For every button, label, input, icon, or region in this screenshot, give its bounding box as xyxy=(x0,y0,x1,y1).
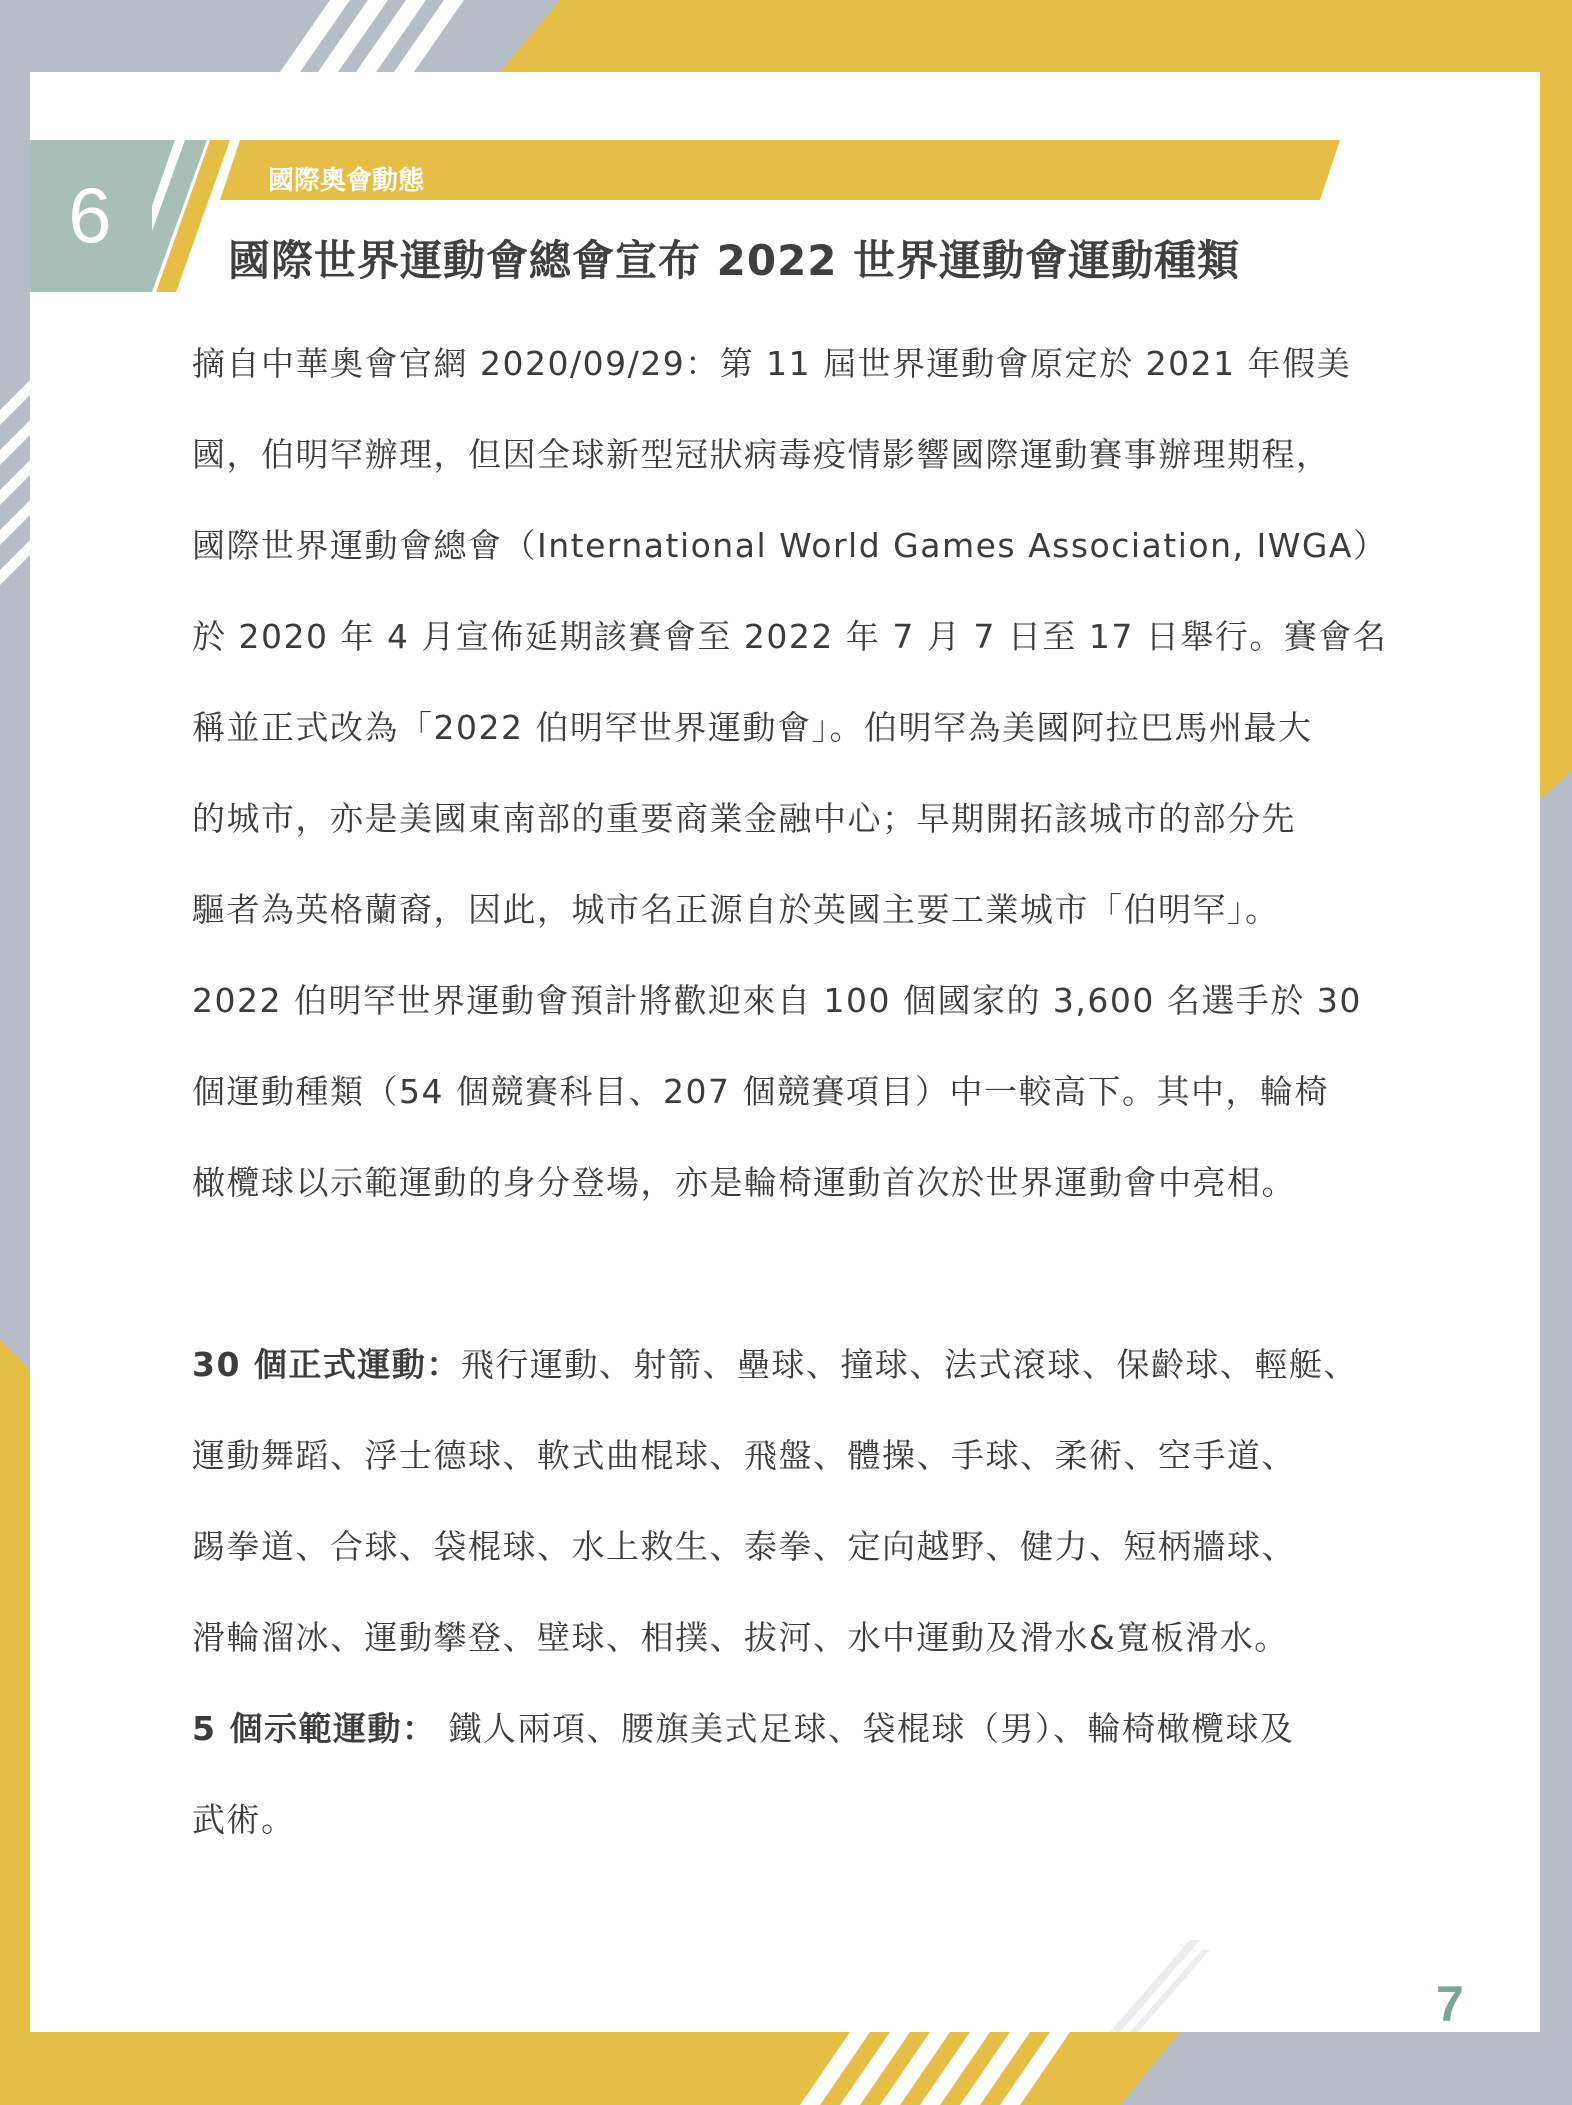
demo-sports-line xyxy=(192,1683,1434,1774)
paragraph-line: 摘自中華奧會官網 2020/09/29：第 11 屆世界運動會原定於 2021 年假美 xyxy=(192,344,1352,383)
article-body xyxy=(192,318,1434,1865)
paragraph-line: 橄欖球以示範運動的身分登場，亦是輪椅運動首次於世界運動會中亮相。 xyxy=(192,1163,1296,1202)
section-category: 國際奧會動態 xyxy=(268,166,425,196)
page-number: 7 xyxy=(1436,1976,1464,2032)
section-number: 6 xyxy=(68,171,112,259)
demo-sports-label: 5 個示範運動： xyxy=(192,1709,437,1748)
demo-sports-text: 鐵人兩項、腰旗美式足球、袋棍球（男）、輪椅橄欖球及 xyxy=(436,1709,1295,1748)
paragraph-line: 個運動種類（54 個競賽科目、207 個競賽項目）中一較高下。其中，輪椅 xyxy=(192,1072,1329,1111)
demo-sports-line: 武術。 xyxy=(192,1800,296,1839)
paragraph-line: 國，伯明罕辦理，但因全球新型冠狀病毒疫情影響國際運動賽事辦理期程， xyxy=(192,435,1331,474)
paragraph-line: 稱並正式改為「2022 伯明罕世界運動會」。伯明罕為美國阿拉巴馬州最大 xyxy=(192,708,1313,747)
official-sports-line: 踢拳道、合球、袋棍球、水上救生、泰拳、定向越野、健力、短柄牆球、 xyxy=(192,1527,1296,1566)
official-sports-line: 運動舞蹈、浮士德球、軟式曲棍球、飛盤、體操、手球、柔術、空手道、 xyxy=(192,1436,1296,1475)
paragraph-line: 驅者為英格蘭裔，因此，城市名正源自於英國主要工業城市「伯明罕」。 xyxy=(192,890,1280,929)
paragraph-line: 國際世界運動會總會（International World Games Association, IWGA） xyxy=(192,526,1388,565)
article-title: 國際世界運動會總會宣布 2022 世界運動會運動種類 xyxy=(228,236,1241,285)
official-sports-label: 30 個正式運動： xyxy=(192,1345,461,1384)
official-sports-text: 飛行運動、射箭、壘球、撞球、法式滾球、保齡球、輕艇、 xyxy=(460,1345,1358,1384)
official-sports-line: 滑輪溜冰、運動攀登、壁球、相撲、拔河、水中運動及滑水&寬板滑水。 xyxy=(192,1618,1289,1657)
official-sports-line xyxy=(192,1319,1434,1410)
paragraph-line: 2022 伯明罕世界運動會預計將歡迎來自 100 個國家的 3,600 名選手於 30 xyxy=(192,981,1362,1020)
paragraph-gap xyxy=(192,1228,1434,1319)
paragraph-line: 的城市，亦是美國東南部的重要商業金融中心；早期開拓該城市的部分先 xyxy=(192,799,1296,838)
paragraph-line: 於 2020 年 4 月宣佈延期該賽會至 2022 年 7 月 7 日至 17 日舉行。賽會名 xyxy=(192,617,1388,656)
